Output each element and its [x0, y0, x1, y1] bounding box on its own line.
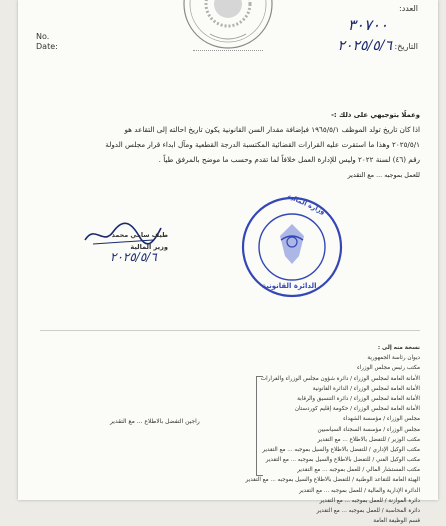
- list-item: الدائرة الإدارية والمالية / للعمل بموجبه ... مع التقدير: [299, 487, 420, 494]
- date-label: Date:: [36, 42, 58, 51]
- list-item: الأمانة العامة لمجلس الوزراء / دائرة شؤون مجلس الوزراء والقرارات: [260, 375, 420, 382]
- list-item: مجلس الوزراء / مؤسسة الشهداء: [343, 416, 420, 423]
- document-page: [18, 0, 438, 525]
- divider: [40, 330, 420, 331]
- list-item: الأمانة العامة لمجلس الوزراء / دائرة التنسيق والرقابة: [297, 395, 420, 402]
- no-label: No.: [36, 32, 50, 41]
- arabic-date-label: التاريخ:: [394, 42, 418, 51]
- copy-list-side-note: راجين التفضل بالاطلاع ... مع التقدير: [110, 418, 200, 425]
- side-note-bracket: [256, 376, 263, 476]
- body-line-4: للعمل بموجبه ... مع التقدير: [347, 171, 420, 179]
- list-item: الأمانة العامة لمجلس الوزراء / حكومة إقليم كوردستان: [294, 406, 420, 413]
- emblem-caption-line: [193, 44, 263, 51]
- list-item: مجلس الوزراء / مؤسسة السجناء السياسيين: [317, 426, 420, 433]
- list-item: مكتب الوكيل الفني / للتفضل بالاطلاع والسيل بموجبه ... مع التقدير: [265, 457, 420, 464]
- stamp-text-bottom: الدائرة القانونية: [262, 282, 317, 290]
- handwritten-number: ٣٠٧٠٠: [347, 16, 388, 34]
- list-item: مكتب الوزير / للتفضل بالاطلاع ... مع التقدير: [317, 436, 420, 443]
- list-item: مكتب المستشار المالي / للعمل بموجبه ... مع التقدير: [297, 467, 420, 474]
- body-line-2: ٢٠٢٥/٥/١ وهذا ما استقرت عليه القرارات القضائية المكتسبة الدرجة القطعية ومآل ابداء قرار مجلس الدولة: [105, 140, 420, 149]
- copy-list-heading: نسخة منه إلى :: [377, 345, 420, 351]
- list-item: مكتب الوكيل الإداري / للتفضل بالاطلاع والسيل بموجبه ... مع التقدير: [262, 446, 420, 453]
- list-item: مكتب رئيس مجلس الوزراء: [356, 365, 420, 372]
- body-line-1: اذا كان تاريخ تولد الموظف ١٩٦٥/٥/١ فبإضافة مقدار السن القانونية يكون تاريخ احالته إلى التقاعد هو: [124, 125, 420, 134]
- copy-list: [50, 343, 420, 526]
- list-item: قسم الوظيفة العامة: [373, 518, 420, 525]
- signature-handwritten-date: ٢٠٢٥/٥/٦: [110, 250, 157, 264]
- body-line-3: رقم (٤٦) لسنة ٢٠٢٢ وليس للإدارة العمل خلافاً لما تقدم وحسب ما موضح بالمرفق طياً .: [158, 155, 420, 164]
- signatory-title: وزير المالية: [130, 243, 168, 251]
- handwritten-date: ٢٠٢٥/٥/٦: [337, 38, 392, 54]
- list-item: دائرة المحاسبة / للعمل بموجبه ... مع التقدير: [316, 508, 420, 514]
- list-item: ديوان رئاسة الجمهورية: [367, 355, 420, 362]
- list-item: دائرة الموازنة / للعمل بموجبه ... مع التقدير: [319, 497, 420, 504]
- list-item: الهيئة العامة للتقاعد الوطنية / للتفضل بالاطلاع والسيل بموجبه ... مع التقدير: [245, 477, 420, 484]
- arabic-number-label: العدد:: [399, 4, 418, 13]
- stamp-text-top: وزارة المالية: [286, 192, 327, 216]
- list-item: الأمانة العامة لمجلس الوزراء / الدائرة القانونية: [312, 385, 420, 392]
- signatory-name: طيف سامي محمد: [111, 231, 168, 239]
- body-heading: وعملًا بتوجيهي على ذلك :-: [331, 111, 420, 119]
